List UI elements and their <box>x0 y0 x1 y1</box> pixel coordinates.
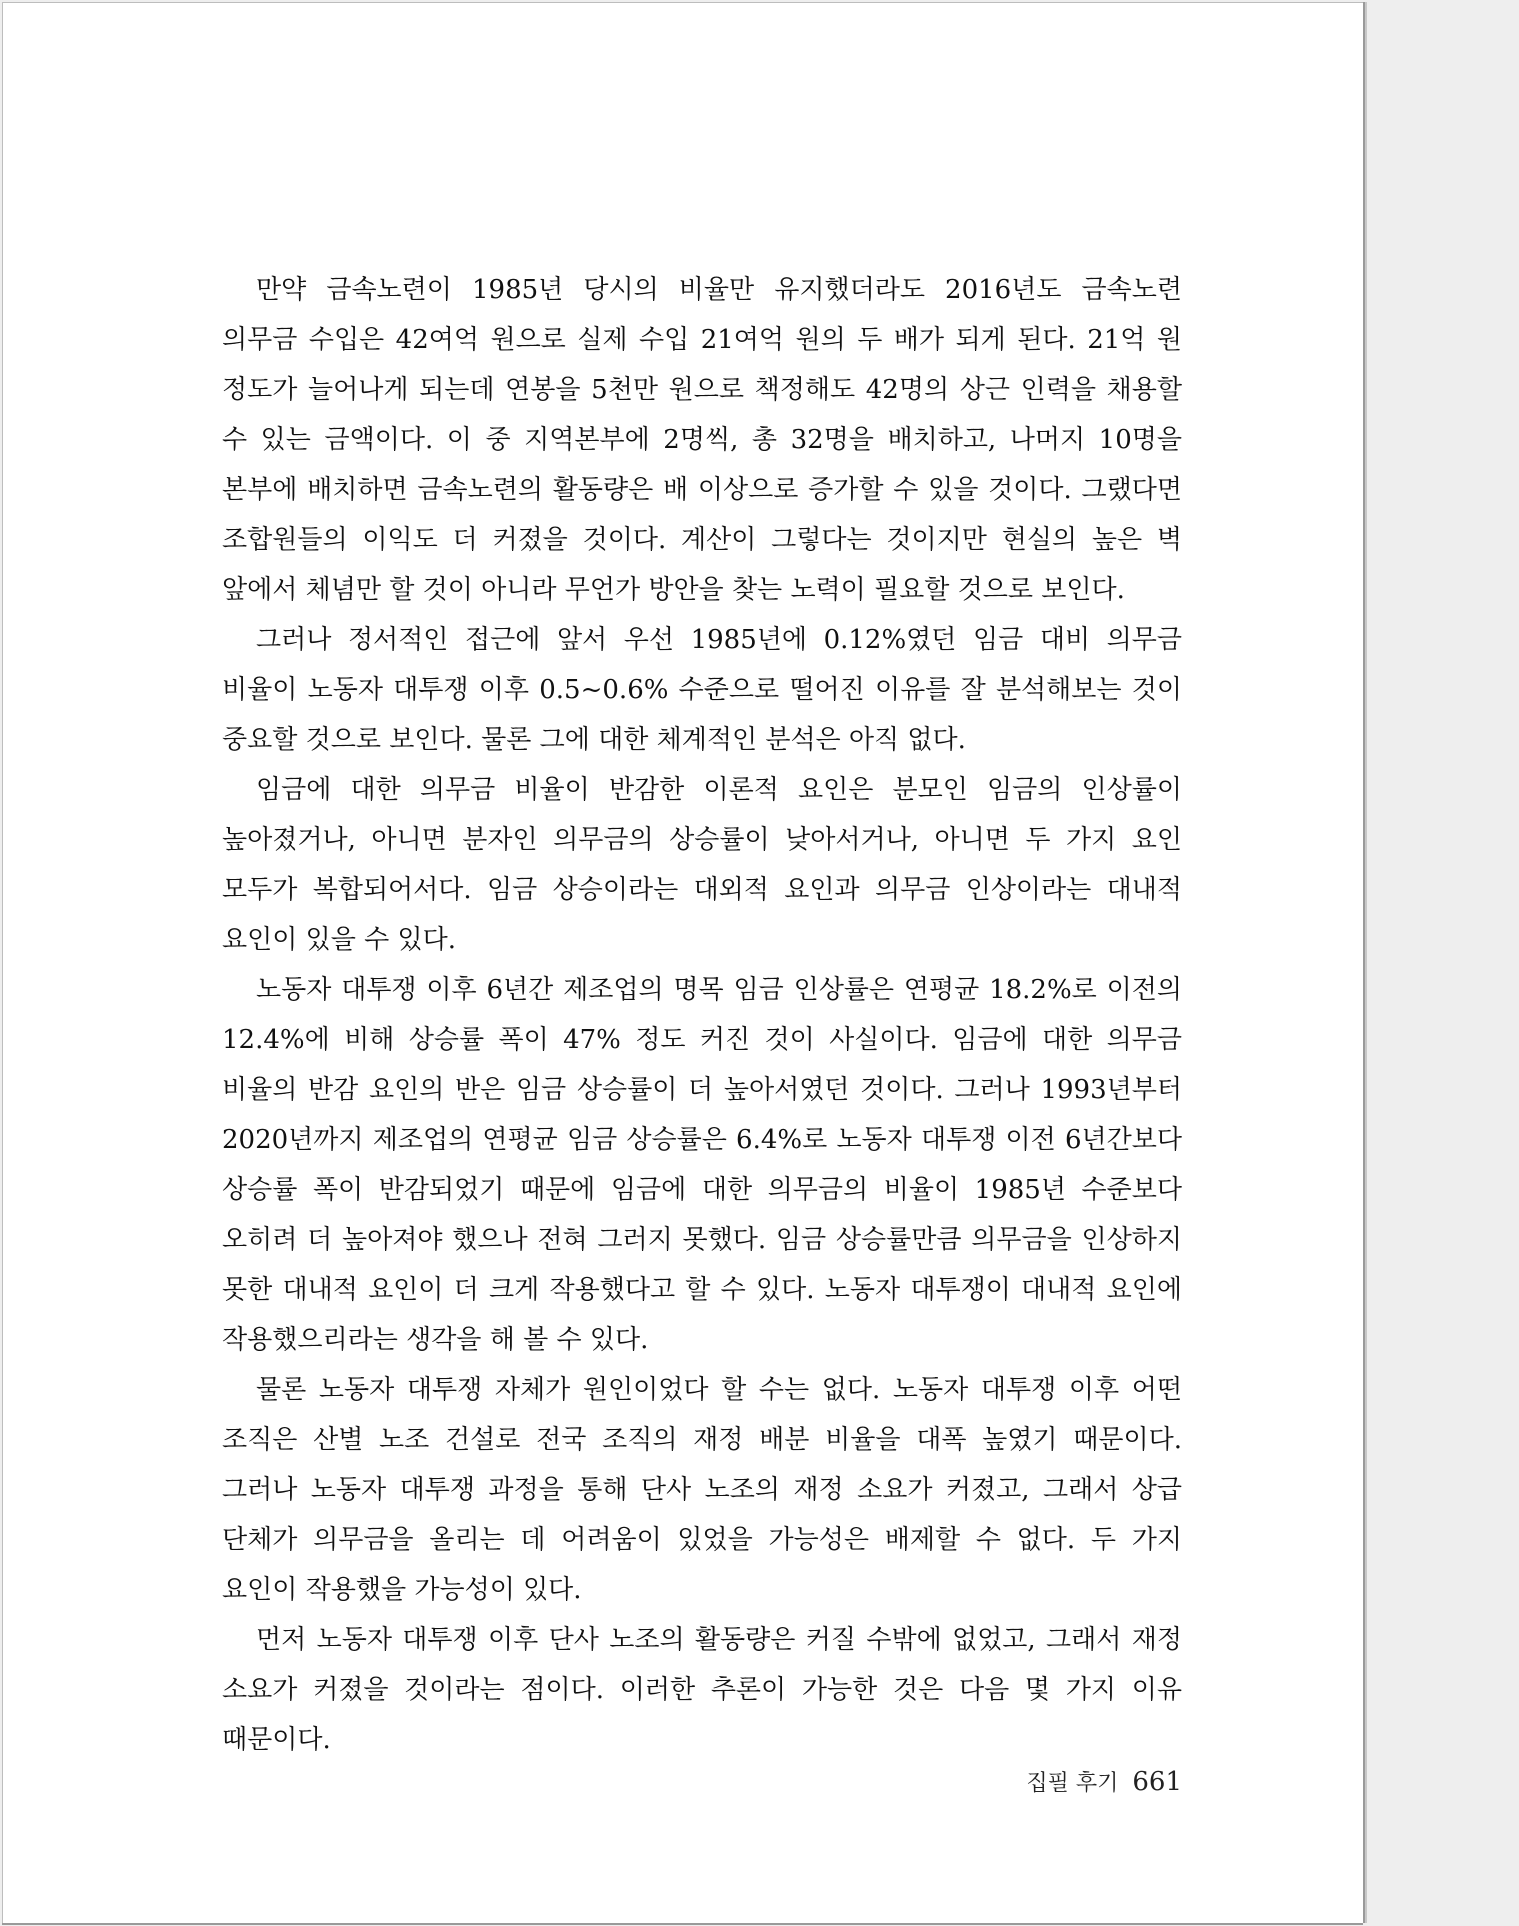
page-number: 661 <box>1132 1767 1182 1797</box>
page-footer <box>222 1767 1182 1799</box>
page-body <box>222 265 1182 1765</box>
paragraph: 만약 금속노련이 1985년 당시의 비율만 유지했더라도 2016년도 금속노련 의무금 수입은 42여억 원으로 실제 수입 21여억 원의 두 배가 되게 된다. 21억 원 정도가 늘어나게 되는데 연봉을 5천만 원으로 책정해도 42명의 상근 인력을 채용할 수 있는 금액이다. 이 중 지역본부에 2명씩, 총 32명을 배치하고, 나머지 10명을 본부에 배치하면 금속노련의 활동량은 배 이상으로 증가할 수 있을 것이다. 그랬다면 조합원들의 이익도 더 커졌을 것이다. 계산이 그렇다는 것이지만 현실의 높은 벽 앞에서 체념만 할 것이 아니라 무언가 방안을 찾는 노력이 필요할 것으로 보인다. <box>222 275 1182 605</box>
paragraph: 그러나 정서적인 접근에 앞서 우선 1985년에 0.12%였던 임금 대비 의무금 비율이 노동자 대투쟁 이후 0.5~0.6% 수준으로 떨어진 이유를 잘 분석해보는 것이 중요할 것으로 보인다. 물론 그에 대한 체계적인 분석은 아직 없다. <box>222 625 1182 755</box>
paragraph: 물론 노동자 대투쟁 자체가 원인이었다 할 수는 없다. 노동자 대투쟁 이후 어떤 조직은 산별 노조 건설로 전국 조직의 재정 배분 비율을 대폭 높였기 때문이다. 그러나 노동자 대투쟁 과정을 통해 단사 노조의 재정 소요가 커졌고, 그래서 상급 단체가 의무금을 올리는 데 어려움이 있었을 가능성은 배제할 수 없다. 두 가지 요인이 작용했을 가능성이 있다. <box>222 1375 1182 1605</box>
book-page <box>2 2 1363 1923</box>
paragraph: 먼저 노동자 대투쟁 이후 단사 노조의 활동량은 커질 수밖에 없었고, 그래서 재정 소요가 커졌을 것이라는 점이다. 이러한 추론이 가능한 것은 다음 몇 가지 이유 때문이다. <box>222 1625 1182 1755</box>
paragraph: 노동자 대투쟁 이후 6년간 제조업의 명목 임금 인상률은 연평균 18.2%로 이전의 12.4%에 비해 상승률 폭이 47% 정도 커진 것이 사실이다. 임금에 대한 의무금 비율의 반감 요인의 반은 임금 상승률이 더 높아서였던 것이다. 그러나 1993년부터 2020년까지 제조업의 연평균 임금 상승률은 6.4%로 노동자 대투쟁 이전 6년간보다 상승률 폭이 반감되었기 때문에 임금에 대한 의무금의 비율이 1985년 수준보다 오히려 더 높아져야 했으나 전혀 그러지 못했다. 임금 상승률만큼 의무금을 인상하지 못한 대내적 요인이 더 크게 작용했다고 할 수 있다. 노동자 대투쟁이 대내적 요인에 작용했으리라는 생각을 해 볼 수 있다. <box>222 975 1182 1355</box>
running-footer-title: 집필 후기 <box>1026 1771 1119 1796</box>
paragraph: 임금에 대한 의무금 비율이 반감한 이론적 요인은 분모인 임금의 인상률이 높아졌거나, 아니면 분자인 의무금의 상승률이 낮아서거나, 아니면 두 가지 요인 모두가 복합되어서다. 임금 상승이라는 대외적 요인과 의무금 인상이라는 대내적 요인이 있을 수 있다. <box>222 775 1182 955</box>
